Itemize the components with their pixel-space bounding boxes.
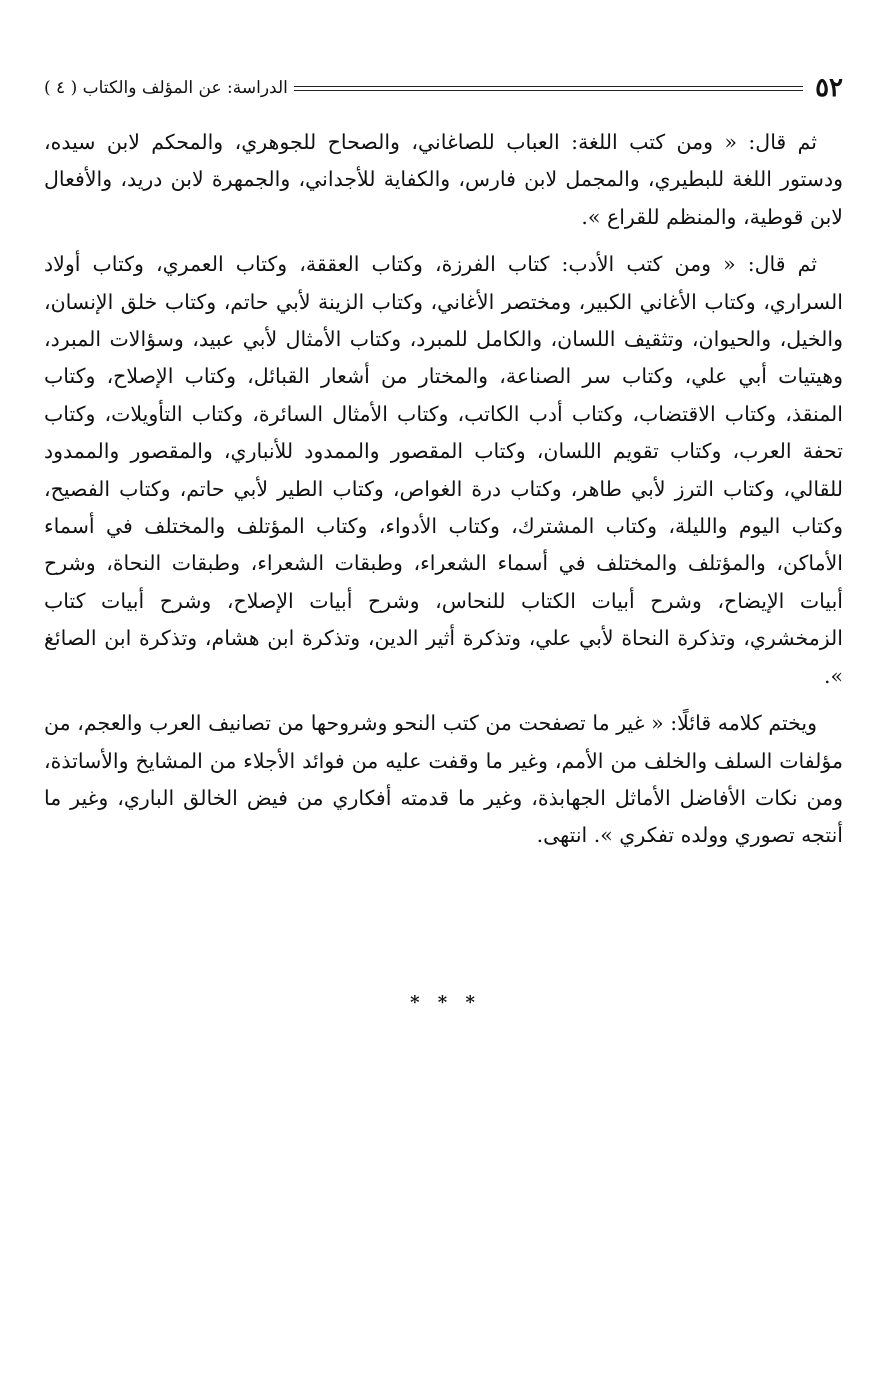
paragraph-language-books: ثم قال: « ومن كتب اللغة: العباب للصاغاني، والصحاح للجوهري، والمحكم لابن سيده، ودستور اللغة للبطيري، والمجمل لابن فارس، والكفاية للأجداني، والجمهرة لابن دريد، والأفعال لابن قوطية، والمنظم للقراع ». (44, 130, 843, 229)
page-number: ٥٢ (815, 73, 843, 103)
running-title: الدراسة: عن المؤلف والكتاب ( ٤ ) (44, 77, 288, 98)
page-header (44, 70, 843, 106)
paragraph-literature-books: ثم قال: « ومن كتب الأدب: كتاب الفرزة، وكتاب العققة، وكتاب العمري، وكتاب أولاد السراري، وكتاب الأغاني الكبير، ومختصر الأغاني، وكتاب الزينة لأبي حاتم، وكتاب خلق الإنسان، والخيل، والحيوان، وتثقيف اللسان، والكامل للمبرد، وكتاب الأمثال لأبي عبيد، وسؤالات المبرد، وهيتيات أبي علي، وكتاب سر الصناعة، والمختار من أشعار القبائل، وكتاب الإصلاح، وكتاب المنقذ، وكتاب الاقتضاب، وكتاب أدب الكاتب، وكتاب الأمثال السائرة، وكتاب التأويلات، وكتاب تحفة العرب، وكتاب تقويم اللسان، وكتاب المقصور والممدود للأنباري، والمقصور والممدود للقالي، وكتاب الترز لأبي طاهر، وكتاب درة الغواص، وكتاب الطير لأبي حاتم، وكتاب الفصيح، وكتاب اليوم والليلة، وكتاب المشترك، وكتاب الأدواء، وكتاب المؤتلف والمختلف في أسماء الأماكن، والمؤتلف والمختلف في أسماء الشعراء، وطبقات الشعراء، وطبقات النحاة، وشرح أبيات الإيضاح، وشرح أبيات الكتاب للنحاس، وشرح أبيات الإصلاح، وشرح أبيات كتاب الزمخشري، وتذكرة النحاة لأبي علي، وتذكرة أثير الدين، وتذكرة ابن هشام، وتذكرة ابن الصائغ ». (44, 252, 843, 688)
section-separator: * * * (410, 992, 481, 1013)
paragraph-closing: ويختم كلامه قائلًا: « غير ما تصفحت من كتب النحو وشروحها من تصانيف العرب والعجم، من مؤلفات السلف والخلف من الأمم، وغير ما وقفت عليه من فوائد الأجلاء من المشايخ والأساتذة، ومن نكات الأفاضل الأماثل الجهابذة، وغير ما قدمته أفكاري من فيض الخالق الباري، وغير ما أنتجه تصوري وولده تفكري ». انتهى. (44, 711, 843, 848)
body-text (44, 124, 843, 865)
header-rule (294, 86, 803, 91)
